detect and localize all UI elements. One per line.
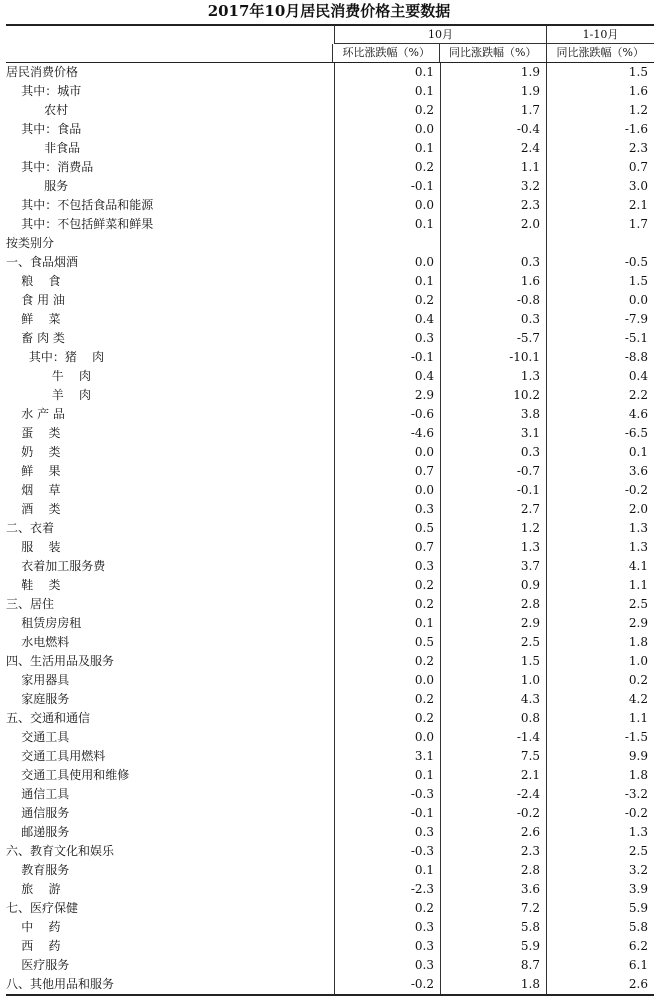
mom-value: -0.3 (334, 785, 440, 804)
yoy-value (440, 234, 546, 253)
ytd-yoy-value: -3.2 (546, 785, 654, 804)
table-row (6, 405, 654, 424)
yoy-value: 1.8 (440, 975, 546, 994)
yoy-value: 1.3 (440, 538, 546, 557)
ytd-yoy-value: 3.6 (546, 462, 654, 481)
table-body (6, 63, 654, 994)
ytd-yoy-value: -8.8 (546, 348, 654, 367)
mom-value: 0.3 (334, 500, 440, 519)
row-label: 水 产 品 (6, 407, 65, 421)
mom-value: 0.1 (334, 272, 440, 291)
ytd-yoy-value: -0.2 (546, 481, 654, 500)
row-label: 其中：猪 肉 (6, 350, 105, 364)
yoy-value: 2.3 (440, 842, 546, 861)
mom-value: 0.0 (334, 120, 440, 139)
ytd-yoy-value: 1.0 (546, 652, 654, 671)
ytd-yoy-value: 1.8 (546, 766, 654, 785)
ytd-yoy-value: -0.5 (546, 253, 654, 272)
yoy-value: 3.7 (440, 557, 546, 576)
yoy-value: 0.9 (440, 576, 546, 595)
table-row (6, 139, 654, 158)
row-label: 其中：不包括食品和能源 (6, 198, 154, 212)
mom-value: 0.3 (334, 557, 440, 576)
ytd-yoy-value: 2.2 (546, 386, 654, 405)
mom-value: 0.1 (334, 861, 440, 880)
row-label: 烟 草 (6, 483, 61, 497)
table-title: 2017年10月居民消费价格主要数据 (207, 2, 451, 20)
mom-value: 0.0 (334, 253, 440, 272)
table-row (6, 557, 654, 576)
row-label: 其中：食品 (6, 122, 82, 136)
row-label: 邮递服务 (6, 825, 70, 839)
row-label: 三、居住 (6, 597, 55, 611)
yoy-value: 1.6 (440, 272, 546, 291)
table-row (6, 899, 654, 918)
ytd-yoy-value: 2.3 (546, 139, 654, 158)
row-label: 旅 游 (6, 882, 61, 896)
yoy-value: 2.3 (440, 196, 546, 215)
yoy-value: 0.3 (440, 253, 546, 272)
mom-value: 0.2 (334, 158, 440, 177)
header-mom: 环比涨跌幅（%） (332, 44, 439, 62)
row-label: 一、食品烟酒 (6, 255, 79, 269)
table-row (6, 101, 654, 120)
row-label: 二、衣着 (6, 521, 55, 535)
row-label: 租赁房房租 (6, 616, 82, 630)
mom-value: 0.1 (334, 82, 440, 101)
table-row (6, 918, 654, 937)
mom-value: 0.0 (334, 671, 440, 690)
mom-value: -0.2 (334, 975, 440, 994)
mom-value: 0.7 (334, 462, 440, 481)
mom-value: -2.3 (334, 880, 440, 899)
ytd-yoy-value: -5.1 (546, 329, 654, 348)
yoy-value: -2.4 (440, 785, 546, 804)
table-row (6, 975, 654, 994)
mom-value: -0.3 (334, 842, 440, 861)
ytd-yoy-value: 2.5 (546, 842, 654, 861)
row-label: 六、教育文化和娱乐 (6, 844, 115, 858)
ytd-yoy-value: 3.9 (546, 880, 654, 899)
yoy-value: 5.8 (440, 918, 546, 937)
mom-value: 0.7 (334, 538, 440, 557)
row-label: 其中：城市 (6, 84, 82, 98)
table-row (6, 956, 654, 975)
row-label: 其中：不包括鲜菜和鲜果 (6, 217, 154, 231)
ytd-yoy-value: 0.2 (546, 671, 654, 690)
table-row (6, 272, 654, 291)
ytd-yoy-value: 0.0 (546, 291, 654, 310)
yoy-value: 1.0 (440, 671, 546, 690)
row-label: 五、交通和通信 (6, 711, 91, 725)
ytd-yoy-value: 0.4 (546, 367, 654, 386)
table-row (6, 747, 654, 766)
yoy-value: 2.7 (440, 500, 546, 519)
table-row (6, 424, 654, 443)
ytd-yoy-value: 6.1 (546, 956, 654, 975)
ytd-yoy-value: 5.9 (546, 899, 654, 918)
ytd-yoy-value (546, 234, 654, 253)
header-blank (6, 26, 334, 44)
yoy-value: 2.5 (440, 633, 546, 652)
yoy-value: 2.6 (440, 823, 546, 842)
row-label: 中 药 (6, 920, 61, 934)
ytd-yoy-value: 1.1 (546, 709, 654, 728)
yoy-value: 3.6 (440, 880, 546, 899)
yoy-value: 1.9 (440, 82, 546, 101)
row-label: 羊 肉 (6, 388, 92, 402)
mom-value: 0.2 (334, 709, 440, 728)
ytd-yoy-value: 6.2 (546, 937, 654, 956)
mom-value: 0.2 (334, 291, 440, 310)
yoy-value: 5.9 (440, 937, 546, 956)
row-label: 非食品 (6, 141, 81, 155)
ytd-yoy-value: 1.3 (546, 538, 654, 557)
mom-value: -0.1 (334, 804, 440, 823)
mom-value: 0.0 (334, 728, 440, 747)
table-row (6, 481, 654, 500)
table-row (6, 766, 654, 785)
ytd-yoy-value: -6.5 (546, 424, 654, 443)
yoy-value: 2.8 (440, 595, 546, 614)
table-header-top (6, 26, 654, 44)
yoy-value: 7.2 (440, 899, 546, 918)
row-label: 西 药 (6, 939, 61, 953)
mom-value: 0.1 (334, 614, 440, 633)
mom-value: 0.3 (334, 937, 440, 956)
yoy-value: 4.3 (440, 690, 546, 709)
mom-value: -0.6 (334, 405, 440, 424)
row-label: 服务 (6, 179, 69, 193)
table-row (6, 291, 654, 310)
row-label: 粮 食 (6, 274, 61, 288)
mom-value: 0.2 (334, 101, 440, 120)
table-row (6, 614, 654, 633)
row-label: 四、生活用品及服务 (6, 654, 115, 668)
ytd-yoy-value: 1.8 (546, 633, 654, 652)
row-label: 蛋 类 (6, 426, 61, 440)
ytd-yoy-value: 2.1 (546, 196, 654, 215)
yoy-value: -10.1 (440, 348, 546, 367)
table-row (6, 177, 654, 196)
table-row (6, 709, 654, 728)
yoy-value: 3.8 (440, 405, 546, 424)
table-row (6, 728, 654, 747)
yoy-value: 2.8 (440, 861, 546, 880)
table-row (6, 196, 654, 215)
table-row (6, 595, 654, 614)
table-row (6, 253, 654, 272)
header-month: 10月 (334, 26, 546, 44)
yoy-value: 1.2 (440, 519, 546, 538)
header-blank (6, 44, 332, 62)
yoy-value: 2.4 (440, 139, 546, 158)
ytd-yoy-value: -1.5 (546, 728, 654, 747)
table-row (6, 500, 654, 519)
row-label: 八、其他用品和服务 (6, 977, 115, 991)
ytd-yoy-value: 0.1 (546, 443, 654, 462)
table-header-bottom (6, 44, 654, 63)
header-ytd-yoy: 同比涨跌幅（%） (546, 44, 655, 62)
yoy-value: 3.2 (440, 177, 546, 196)
mom-value: 0.3 (334, 918, 440, 937)
row-label: 衣着加工服务费 (6, 559, 106, 573)
yoy-value: 1.7 (440, 101, 546, 120)
mom-value: -0.1 (334, 177, 440, 196)
table-row (6, 690, 654, 709)
table-row (6, 652, 654, 671)
yoy-value: 2.1 (440, 766, 546, 785)
header-yoy: 同比涨跌幅（%） (439, 44, 546, 62)
table-row (6, 386, 654, 405)
table-row (6, 576, 654, 595)
yoy-value: 1.1 (440, 158, 546, 177)
mom-value: 0.1 (334, 139, 440, 158)
yoy-value: -5.7 (440, 329, 546, 348)
mom-value: 0.0 (334, 481, 440, 500)
row-label: 水电燃料 (6, 635, 70, 649)
ytd-yoy-value: 4.6 (546, 405, 654, 424)
yoy-value: 2.9 (440, 614, 546, 633)
ytd-yoy-value: 9.9 (546, 747, 654, 766)
yoy-value: 10.2 (440, 386, 546, 405)
table-row (6, 120, 654, 139)
ytd-yoy-value: 4.2 (546, 690, 654, 709)
mom-value: 0.3 (334, 823, 440, 842)
yoy-value: 1.3 (440, 367, 546, 386)
yoy-value: 3.1 (440, 424, 546, 443)
row-label: 服 装 (6, 540, 61, 554)
table-row (6, 804, 654, 823)
ytd-yoy-value: 3.2 (546, 861, 654, 880)
ytd-yoy-value: 2.9 (546, 614, 654, 633)
mom-value: 0.4 (334, 310, 440, 329)
table-row (6, 462, 654, 481)
cpi-table (6, 24, 654, 996)
ytd-yoy-value: 3.0 (546, 177, 654, 196)
mom-value: 0.2 (334, 576, 440, 595)
yoy-value: 7.5 (440, 747, 546, 766)
mom-value: 0.2 (334, 652, 440, 671)
ytd-yoy-value: 1.1 (546, 576, 654, 595)
ytd-yoy-value: 1.6 (546, 82, 654, 101)
yoy-value: 2.0 (440, 215, 546, 234)
row-label: 交通工具用燃料 (6, 749, 106, 763)
table-row (6, 671, 654, 690)
ytd-yoy-value: -1.6 (546, 120, 654, 139)
yoy-value: -0.8 (440, 291, 546, 310)
row-label: 通信服务 (6, 806, 70, 820)
table-row (6, 519, 654, 538)
table-row (6, 158, 654, 177)
row-label: 居民消费价格 (6, 65, 79, 79)
mom-value: 0.4 (334, 367, 440, 386)
yoy-value: -0.7 (440, 462, 546, 481)
row-label: 通信工具 (6, 787, 70, 801)
row-label: 酒 类 (6, 502, 61, 516)
ytd-yoy-value: 5.8 (546, 918, 654, 937)
yoy-value: -1.4 (440, 728, 546, 747)
row-label: 家庭服务 (6, 692, 70, 706)
row-label: 食 用 油 (6, 293, 65, 307)
mom-value: 0.1 (334, 63, 440, 82)
ytd-yoy-value: -7.9 (546, 310, 654, 329)
ytd-yoy-value: 2.5 (546, 595, 654, 614)
row-label: 鞋 类 (6, 578, 61, 592)
table-row (6, 842, 654, 861)
yoy-value: 0.3 (440, 310, 546, 329)
ytd-yoy-value: 1.2 (546, 101, 654, 120)
yoy-value: 0.3 (440, 443, 546, 462)
mom-value: 0.3 (334, 329, 440, 348)
row-label: 家用器具 (6, 673, 70, 687)
mom-value: -4.6 (334, 424, 440, 443)
mom-value: 0.2 (334, 595, 440, 614)
table-row (6, 348, 654, 367)
row-label: 交通工具使用和维修 (6, 768, 130, 782)
mom-value: 0.2 (334, 690, 440, 709)
row-label: 畜 肉 类 (6, 331, 65, 345)
ytd-yoy-value: 1.5 (546, 272, 654, 291)
table-row (6, 367, 654, 386)
table-row (6, 63, 654, 82)
mom-value: -0.1 (334, 348, 440, 367)
mom-value: 0.3 (334, 956, 440, 975)
row-label: 按类别分 (6, 236, 55, 250)
mom-value: 3.1 (334, 747, 440, 766)
ytd-yoy-value: 0.7 (546, 158, 654, 177)
yoy-value: -0.2 (440, 804, 546, 823)
table-row (6, 861, 654, 880)
row-label: 教育服务 (6, 863, 70, 877)
row-label: 医疗服务 (6, 958, 70, 972)
ytd-yoy-value: 1.3 (546, 519, 654, 538)
table-row (6, 234, 654, 253)
yoy-value: 8.7 (440, 956, 546, 975)
row-label: 农村 (6, 103, 69, 117)
table-row (6, 82, 654, 101)
table-row (6, 785, 654, 804)
ytd-yoy-value: 1.5 (546, 63, 654, 82)
mom-value: 0.5 (334, 519, 440, 538)
mom-value: 0.2 (334, 899, 440, 918)
mom-value: 0.5 (334, 633, 440, 652)
mom-value: 2.9 (334, 386, 440, 405)
ytd-yoy-value: 2.0 (546, 500, 654, 519)
ytd-yoy-value: 1.3 (546, 823, 654, 842)
yoy-value: -0.1 (440, 481, 546, 500)
row-label: 七、医疗保健 (6, 901, 79, 915)
row-label: 奶 类 (6, 445, 61, 459)
row-label: 其中：消费品 (6, 160, 94, 174)
yoy-value: 0.8 (440, 709, 546, 728)
mom-value: 0.0 (334, 196, 440, 215)
yoy-value: 1.9 (440, 63, 546, 82)
mom-value: 0.1 (334, 766, 440, 785)
table-row (6, 937, 654, 956)
header-ytd: 1-10月 (546, 26, 654, 44)
mom-value: 0.1 (334, 215, 440, 234)
table-row (6, 310, 654, 329)
table-row (6, 329, 654, 348)
table-row (6, 215, 654, 234)
ytd-yoy-value: -0.2 (546, 804, 654, 823)
row-label: 鲜 果 (6, 464, 61, 478)
mom-value: 0.0 (334, 443, 440, 462)
yoy-value: 1.5 (440, 652, 546, 671)
ytd-yoy-value: 1.7 (546, 215, 654, 234)
table-row (6, 823, 654, 842)
table-row (6, 443, 654, 462)
row-label: 牛 肉 (6, 369, 92, 383)
table-row (6, 633, 654, 652)
ytd-yoy-value: 2.6 (546, 975, 654, 994)
mom-value (334, 234, 440, 253)
row-label: 交通工具 (6, 730, 70, 744)
table-row (6, 880, 654, 899)
ytd-yoy-value: 4.1 (546, 557, 654, 576)
yoy-value: -0.4 (440, 120, 546, 139)
row-label: 鲜 菜 (6, 312, 61, 326)
table-row (6, 538, 654, 557)
